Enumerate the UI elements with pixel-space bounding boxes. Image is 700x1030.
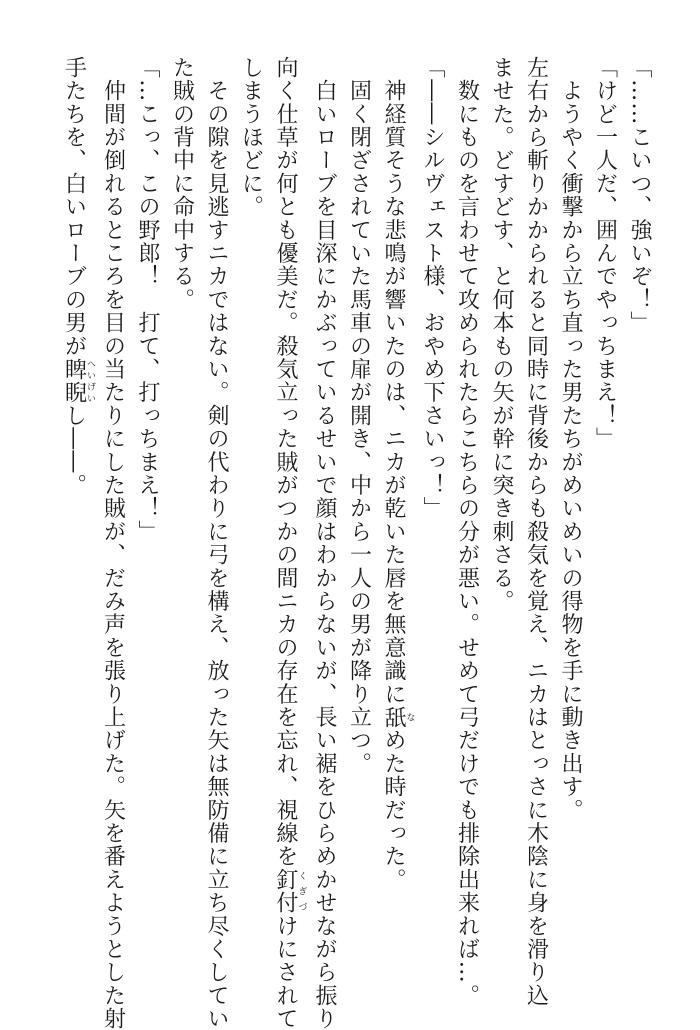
text-line (164, 56, 199, 956)
text-line (95, 56, 130, 1030)
text-line (415, 56, 450, 956)
text-line (622, 56, 657, 956)
text-line (587, 56, 622, 956)
ruby-reading: な (404, 705, 415, 729)
text-segment: 固く閉ざされていた馬車の扉が開き、中から一人の男が降り立つ。 (346, 56, 372, 776)
text-segment: 仲間が倒れるところを目の当たりにした賊が、だみ声を張り上げた。矢を番えようとした射 (100, 56, 126, 1030)
ruby-annotated-word (61, 357, 95, 405)
text-segment: ようやく衝撃から立ち直った男たちがめいめいの得物を手に動き出す。 (558, 56, 583, 822)
text-line (56, 56, 95, 956)
text-segment: 数にものを言わせて攻められたらこちらの分が悪い。せめて弓だけでも排除出来れば…。 (454, 56, 480, 1008)
text-line (518, 56, 553, 1008)
ruby-base: 舐 (381, 705, 406, 729)
ruby-annotated-word (381, 705, 415, 729)
ruby-base: 釘付 (273, 868, 298, 915)
text-segment: 神経質そうな悲鳴が響いたのは、ニカが乾いた唇を無意識に (381, 56, 406, 706)
text-segment: けにされて (273, 914, 298, 1030)
text-line (130, 56, 165, 956)
text-line (307, 56, 342, 1030)
ruby-reading: へいげい (85, 357, 95, 405)
text-line (449, 56, 484, 1008)
text-segment: 左右から斬りかかられると同時に背後からも殺気を覚え、ニカはとっさに木陰に身を滑り込 (523, 56, 549, 1008)
vertical-text-body (56, 56, 656, 1030)
text-segment: めた時だった。 (381, 728, 406, 892)
text-segment: 「…こっ、この野郎！ 打て、打っちまえ！」 (135, 56, 160, 544)
text-line (268, 56, 307, 1030)
text-segment: 「けど一人だ、囲んでやっちまえ！」 (592, 56, 618, 451)
text-segment: た賊の背中に命中する。 (169, 56, 195, 312)
text-segment: 「――シルヴェスト様、おやめ下さいっ！」 (420, 56, 445, 520)
text-line (484, 56, 519, 956)
text-line (199, 56, 234, 1030)
text-segment: 白いローブを目深にかぶっているせいで顔はわからないが、長い裾をひらめかせながら振り (312, 56, 337, 1030)
ruby-base: 睥睨 (61, 357, 87, 405)
text-segment: その隙を見逃すニカではない。剣の代わりに弓を構え、放った矢は無防備に立ち尽くしてい (204, 56, 229, 1030)
text-line (341, 56, 376, 956)
ruby-reading: くぎづ (296, 868, 307, 915)
text-segment: し――。 (61, 404, 87, 497)
ruby-annotated-word (273, 868, 307, 915)
text-segment: 向く仕草が何とも優美だ。殺気立った賊がつかの間ニカの存在を忘れ、視線を (273, 56, 298, 868)
text-line (553, 56, 588, 956)
text-segment: 手たちを、白いローブの男が (61, 56, 87, 358)
text-line (233, 56, 268, 956)
text-segment: ませた。どすどす、と何本もの矢が幹に突き刺さる。 (489, 56, 514, 613)
text-segment: 「……こいつ、強いぞ！」 (627, 56, 652, 335)
text-line (376, 56, 415, 956)
text-segment: しまうほどに。 (238, 56, 264, 219)
